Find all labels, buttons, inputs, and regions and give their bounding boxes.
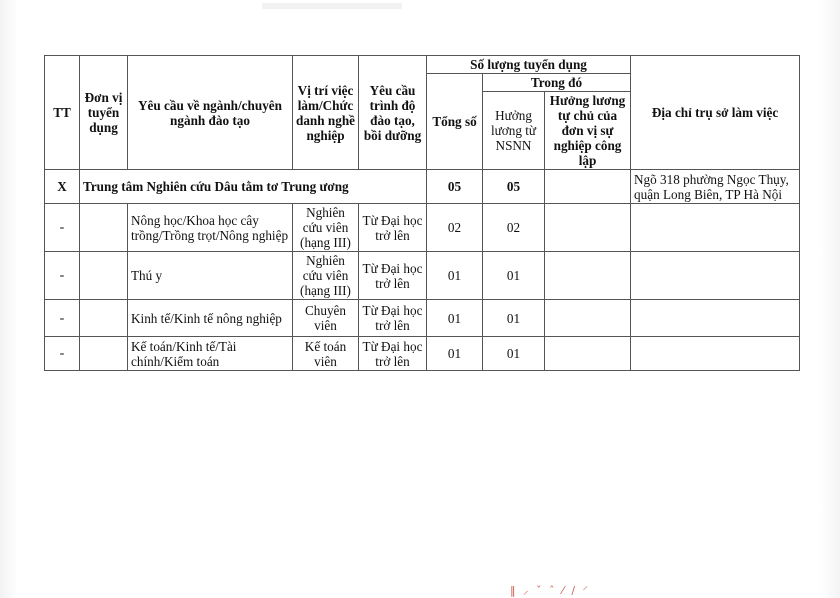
unit-tong-so: 05 bbox=[427, 170, 483, 204]
table-row bbox=[45, 337, 800, 371]
row-don-vi bbox=[80, 252, 128, 300]
row-tu-chu bbox=[545, 252, 631, 300]
row-trinh-do: Từ Đại học trở lên bbox=[359, 337, 427, 371]
row-nsnn: 01 bbox=[483, 252, 545, 300]
row-nganh: Thú y bbox=[128, 252, 293, 300]
row-don-vi bbox=[80, 300, 128, 337]
row-tt: - bbox=[45, 204, 80, 252]
row-nsnn: 01 bbox=[483, 337, 545, 371]
unit-tu-chu bbox=[545, 170, 631, 204]
row-trinh-do: Từ Đại học trở lên bbox=[359, 204, 427, 252]
header-tu-chu: Hưởng lương tự chủ của đơn vị sự nghiệp công lập bbox=[545, 92, 631, 170]
row-tong-so: 01 bbox=[427, 252, 483, 300]
header-yeu-cau-trinh-do: Yêu cầu trình độ đào tạo, bồi dưỡng bbox=[359, 56, 427, 170]
header-don-vi: Đơn vị tuyển dụng bbox=[80, 56, 128, 170]
table-row bbox=[45, 300, 800, 337]
row-vi-tri: Nghiên cứu viên (hạng III) bbox=[293, 204, 359, 252]
row-don-vi bbox=[80, 204, 128, 252]
unit-dia-chi: Ngõ 318 phường Ngọc Thụy, quận Long Biên, TP Hà Nội bbox=[631, 170, 800, 204]
recruitment-table bbox=[44, 55, 800, 371]
table-row bbox=[45, 204, 800, 252]
faint-header-mark bbox=[262, 3, 402, 9]
header-tong-so: Tổng số bbox=[427, 74, 483, 170]
row-trinh-do: Từ Đại học trở lên bbox=[359, 300, 427, 337]
table-row bbox=[45, 252, 800, 300]
row-tong-so: 01 bbox=[427, 337, 483, 371]
unit-row bbox=[45, 170, 800, 204]
row-tu-chu bbox=[545, 300, 631, 337]
header-yeu-cau-nganh: Yêu cầu về ngành/chuyên ngành đào tạo bbox=[128, 56, 293, 170]
row-tt: - bbox=[45, 300, 80, 337]
header-dia-chi: Địa chỉ trụ sở làm việc bbox=[631, 56, 800, 170]
header-vi-tri: Vị trí việc làm/Chức danh nghề nghiệp bbox=[293, 56, 359, 170]
row-nganh: Nông học/Khoa học cây trồng/Trồng trọt/Nông nghiệp bbox=[128, 204, 293, 252]
row-tong-so: 01 bbox=[427, 300, 483, 337]
row-tt: - bbox=[45, 337, 80, 371]
row-vi-tri: Kế toán viên bbox=[293, 337, 359, 371]
page-stamp-mark: ‖ ⸝ ˇ ˆ ⁄ ∕ ⸍ bbox=[510, 584, 591, 597]
row-don-vi bbox=[80, 337, 128, 371]
row-nsnn: 02 bbox=[483, 204, 545, 252]
unit-nsnn: 05 bbox=[483, 170, 545, 204]
row-tt: - bbox=[45, 252, 80, 300]
row-dia-chi bbox=[631, 252, 800, 300]
row-nganh: Kinh tế/Kinh tế nông nghiệp bbox=[128, 300, 293, 337]
row-trinh-do: Từ Đại học trở lên bbox=[359, 252, 427, 300]
header-nsnn: Hưởng lương từ NSNN bbox=[483, 92, 545, 170]
row-vi-tri: Nghiên cứu viên (hạng III) bbox=[293, 252, 359, 300]
row-dia-chi bbox=[631, 337, 800, 371]
header-so-luong: Số lượng tuyển dụng bbox=[427, 56, 631, 74]
unit-name: Trung tâm Nghiên cứu Dâu tằm tơ Trung ương bbox=[80, 170, 427, 204]
header-tt: TT bbox=[45, 56, 80, 170]
row-dia-chi bbox=[631, 300, 800, 337]
row-dia-chi bbox=[631, 204, 800, 252]
header-trong-do: Trong đó bbox=[483, 74, 631, 92]
row-tu-chu bbox=[545, 337, 631, 371]
row-nsnn: 01 bbox=[483, 300, 545, 337]
row-tong-so: 02 bbox=[427, 204, 483, 252]
row-tu-chu bbox=[545, 204, 631, 252]
unit-tt: X bbox=[45, 170, 80, 204]
row-nganh: Kế toán/Kinh tế/Tài chính/Kiểm toán bbox=[128, 337, 293, 371]
row-vi-tri: Chuyên viên bbox=[293, 300, 359, 337]
